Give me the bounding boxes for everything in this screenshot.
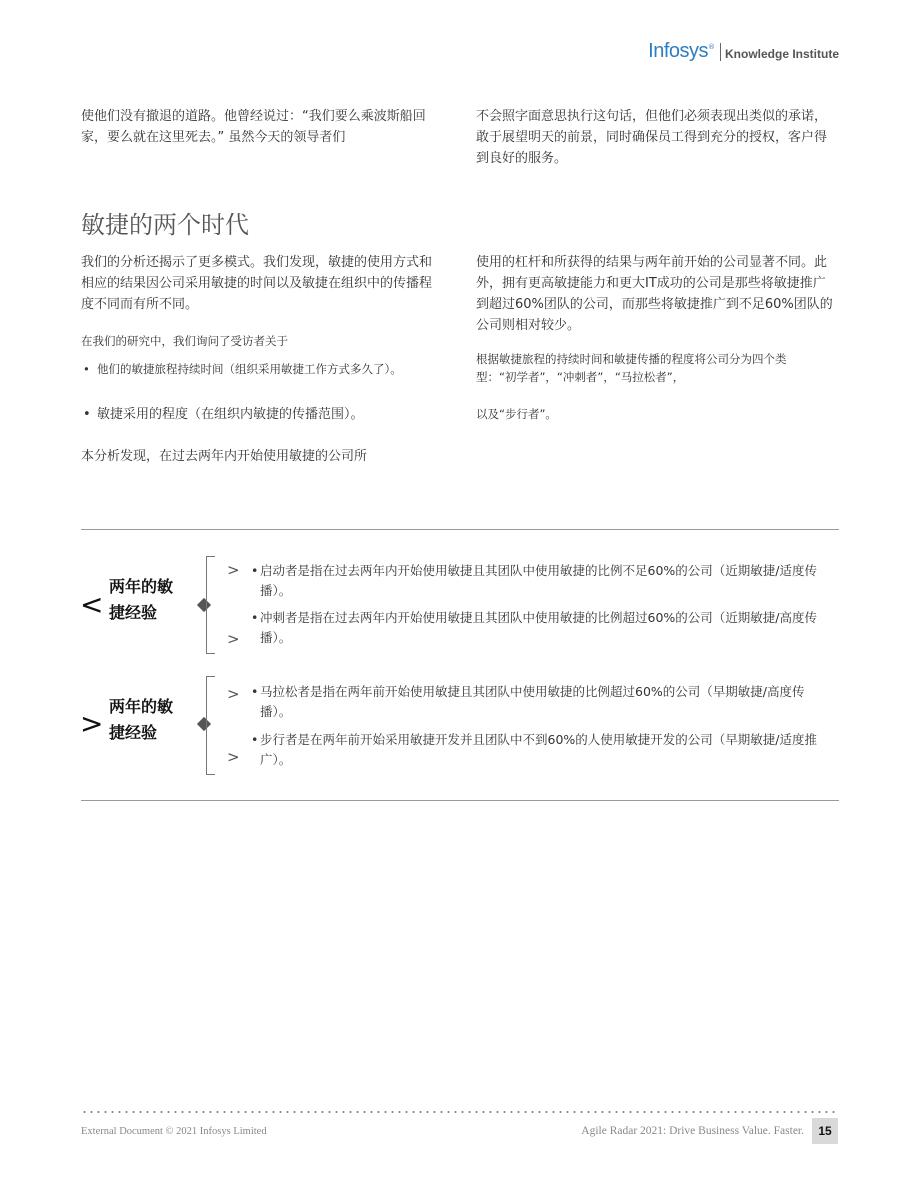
bullet-icon: •: [251, 732, 259, 747]
group-title-line-2: 捷经验: [109, 723, 158, 742]
bracket-line: [206, 556, 215, 654]
group-title-recent: [109, 574, 173, 626]
bottom-divider: [81, 800, 839, 801]
left-paragraph-3: 本分析发现，在过去两年内开始使用敏捷的公司所: [81, 449, 368, 464]
right-paragraph-2: 根据敏捷旅程的持续时间和敏捷传播的程度将公司分为四个类型：“初学者”，“冲刺者”，“马拉松者”，: [476, 352, 787, 384]
list-item: [251, 682, 830, 722]
list-item: [81, 404, 443, 425]
top-left-paragraph: 使他们没有撤退的道路。他曾经说过：“我们要么乘波斯船回家，要么就在这里死去。” 虽然今天的领导者们: [81, 109, 426, 145]
list-item: [251, 608, 820, 648]
chevron-right-icon: >: [227, 630, 240, 648]
group-title-line-1: 两年的敏: [109, 577, 174, 596]
bracket-line: [206, 676, 215, 775]
bullet-icon: •: [251, 610, 259, 625]
survey-bullet-list: [81, 360, 416, 378]
marathoner-definition: 马拉松者是指在两年前开始使用敏捷且其团队中使用敏捷的比例超过60%的公司（早期敏捷/高度传播）。: [260, 684, 805, 719]
logo-divider: [720, 43, 721, 61]
footer-dotted-rule: [81, 1111, 839, 1113]
logo-wordmark: Infosys: [648, 40, 708, 62]
top-divider: [81, 529, 839, 530]
list-item: [251, 730, 825, 770]
bullet-1-text: 他们的敏捷旅程持续时间（组织采用敏捷工作方式多久了）。: [97, 362, 402, 376]
footer-report-title: Agile Radar 2021: Drive Business Value. Faster.: [581, 1125, 804, 1137]
logo-institute: Knowledge Institute: [725, 47, 839, 61]
chevron-right-icon: >: [227, 748, 240, 766]
infosys-logo: [648, 40, 839, 63]
group-title-line-2: 捷经验: [109, 603, 158, 622]
footer-copyright: External Document © 2021 Infosys Limited: [81, 1126, 267, 1137]
sprinter-definition: 冲刺者是指在过去两年内开始使用敏捷且其团队中使用敏捷的比例超过60%的公司（近期敏捷/高度传播）。: [260, 610, 817, 645]
survey-bullet-list-2: [81, 404, 443, 425]
list-item: [81, 360, 416, 378]
chevron-left-icon: <: [80, 588, 104, 621]
right-paragraph-1: 使用的杠杆和所获得的结果与两年前开始的公司显著不同。此外，拥有更高敏捷能力和更大IT成功的公司是那些将敏捷推广到超过60%团队的公司，而那些将敏捷推广到不足60%团队的公司则相对较少。: [476, 255, 833, 333]
bullet-2-text: 敏捷采用的程度（在组织内敏捷的传播范围）。: [97, 407, 364, 422]
chevron-right-icon: >: [227, 561, 240, 579]
bullet-icon: •: [251, 563, 259, 578]
page-number: 15: [812, 1118, 838, 1144]
left-paragraph-1: 我们的分析还揭示了更多模式。我们发现，敏捷的使用方式和相应的结果因公司采用敏捷的时间以及敏捷在组织中的传播程度不同而有所不同。: [81, 255, 433, 312]
list-item: [251, 561, 838, 601]
registered-mark: ®: [708, 43, 715, 51]
chevron-right-icon: >: [80, 707, 104, 740]
section-title: 敏捷的两个时代: [81, 211, 249, 239]
walker-definition: 步行者是在两年前开始采用敏捷开发并且团队中不到60%的人使用敏捷开发的公司（早期敏捷/适度推广）。: [260, 732, 817, 767]
bullet-icon: •: [251, 684, 259, 699]
group-title-early: [109, 694, 173, 746]
starter-definition: 启动者是指在过去两年内开始使用敏捷且其团队中使用敏捷的比例不足60%的公司（近期敏捷/适度传播）。: [260, 563, 817, 598]
chevron-right-icon: >: [227, 685, 240, 703]
right-paragraph-3: 以及“步行者”。: [476, 407, 557, 421]
group-title-line-1: 两年的敏: [109, 697, 174, 716]
top-right-paragraph: 不会照字面意思执行这句话，但他们必须表现出类似的承诺，敢于展望明天的前景，同时确保员工得到充分的授权，客户得到良好的服务。: [476, 109, 828, 166]
left-paragraph-2: 在我们的研究中，我们询问了受访者关于: [81, 334, 288, 348]
